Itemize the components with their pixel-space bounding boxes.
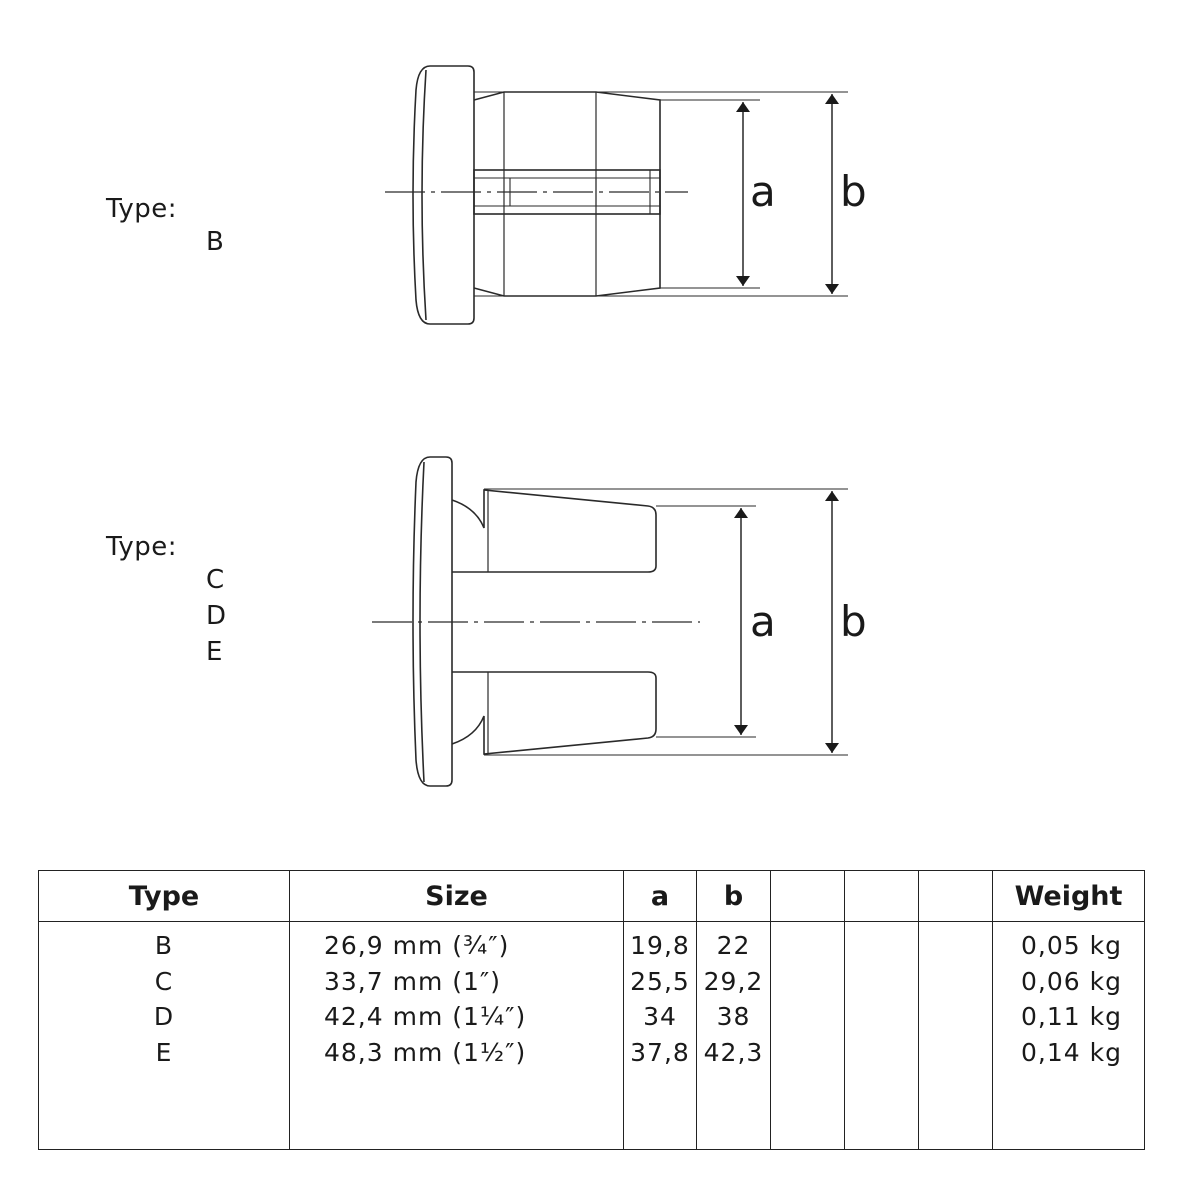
table-cell: 22	[716, 931, 751, 960]
header-a: a	[624, 871, 697, 922]
table-cell: 42,3	[703, 1037, 764, 1067]
table-cell: 26,9 mm (¾″)	[324, 931, 510, 960]
empty-column	[919, 922, 993, 1150]
table-cell: 33,7 mm (1″)	[324, 966, 502, 996]
a-column	[624, 922, 697, 1150]
table-cell: C	[154, 966, 174, 996]
dimension-a-label: a	[750, 597, 776, 646]
table-cell: 42,4 mm (1¼″)	[324, 1002, 527, 1031]
header-empty	[919, 871, 993, 922]
table-cell: 25,5	[630, 966, 690, 996]
spec-table	[38, 870, 1145, 1150]
table-cell: 0,05 kg	[1021, 931, 1122, 960]
weight-column	[993, 922, 1145, 1150]
type-label-value: C	[206, 565, 225, 595]
header-empty	[771, 871, 845, 922]
type-label-key: Type:	[106, 194, 177, 224]
table-cell: B	[154, 931, 174, 960]
type-label-value: B	[206, 227, 225, 257]
table-cell: 19,8	[630, 931, 690, 960]
table-cell: 0,14 kg	[1021, 1037, 1122, 1067]
table-cell: 38	[716, 1002, 751, 1031]
size-column	[290, 922, 624, 1150]
header-type: Type	[39, 871, 290, 922]
table-cell: 29,2	[703, 966, 764, 996]
b-column	[697, 922, 771, 1150]
dimension-a-label: a	[750, 167, 776, 216]
type-label-value: D	[206, 601, 227, 631]
table-body	[39, 922, 1145, 1150]
table-cell: 37,8	[630, 1037, 690, 1067]
header-weight: Weight	[993, 871, 1145, 922]
table-cell: 0,11 kg	[1021, 1002, 1122, 1031]
type-label-key: Type:	[106, 532, 177, 562]
header-b: b	[697, 871, 771, 922]
dimension-b-label: b	[840, 167, 867, 216]
table-header-row	[39, 871, 1145, 922]
part-type-b	[385, 66, 848, 324]
type-label-value: E	[206, 637, 223, 667]
empty-column	[845, 922, 919, 1150]
table-cell: E	[155, 1037, 173, 1067]
type-column	[39, 922, 290, 1150]
table-cell: 48,3 mm (1½″)	[324, 1037, 527, 1067]
header-size: Size	[290, 871, 624, 922]
part-type-cde	[372, 457, 848, 786]
table-cell: 34	[643, 1002, 677, 1031]
table-cell: D	[153, 1002, 175, 1031]
table-cell: 0,06 kg	[1021, 966, 1122, 996]
dimension-b-label: b	[840, 597, 867, 646]
empty-column	[771, 922, 845, 1150]
header-empty	[845, 871, 919, 922]
